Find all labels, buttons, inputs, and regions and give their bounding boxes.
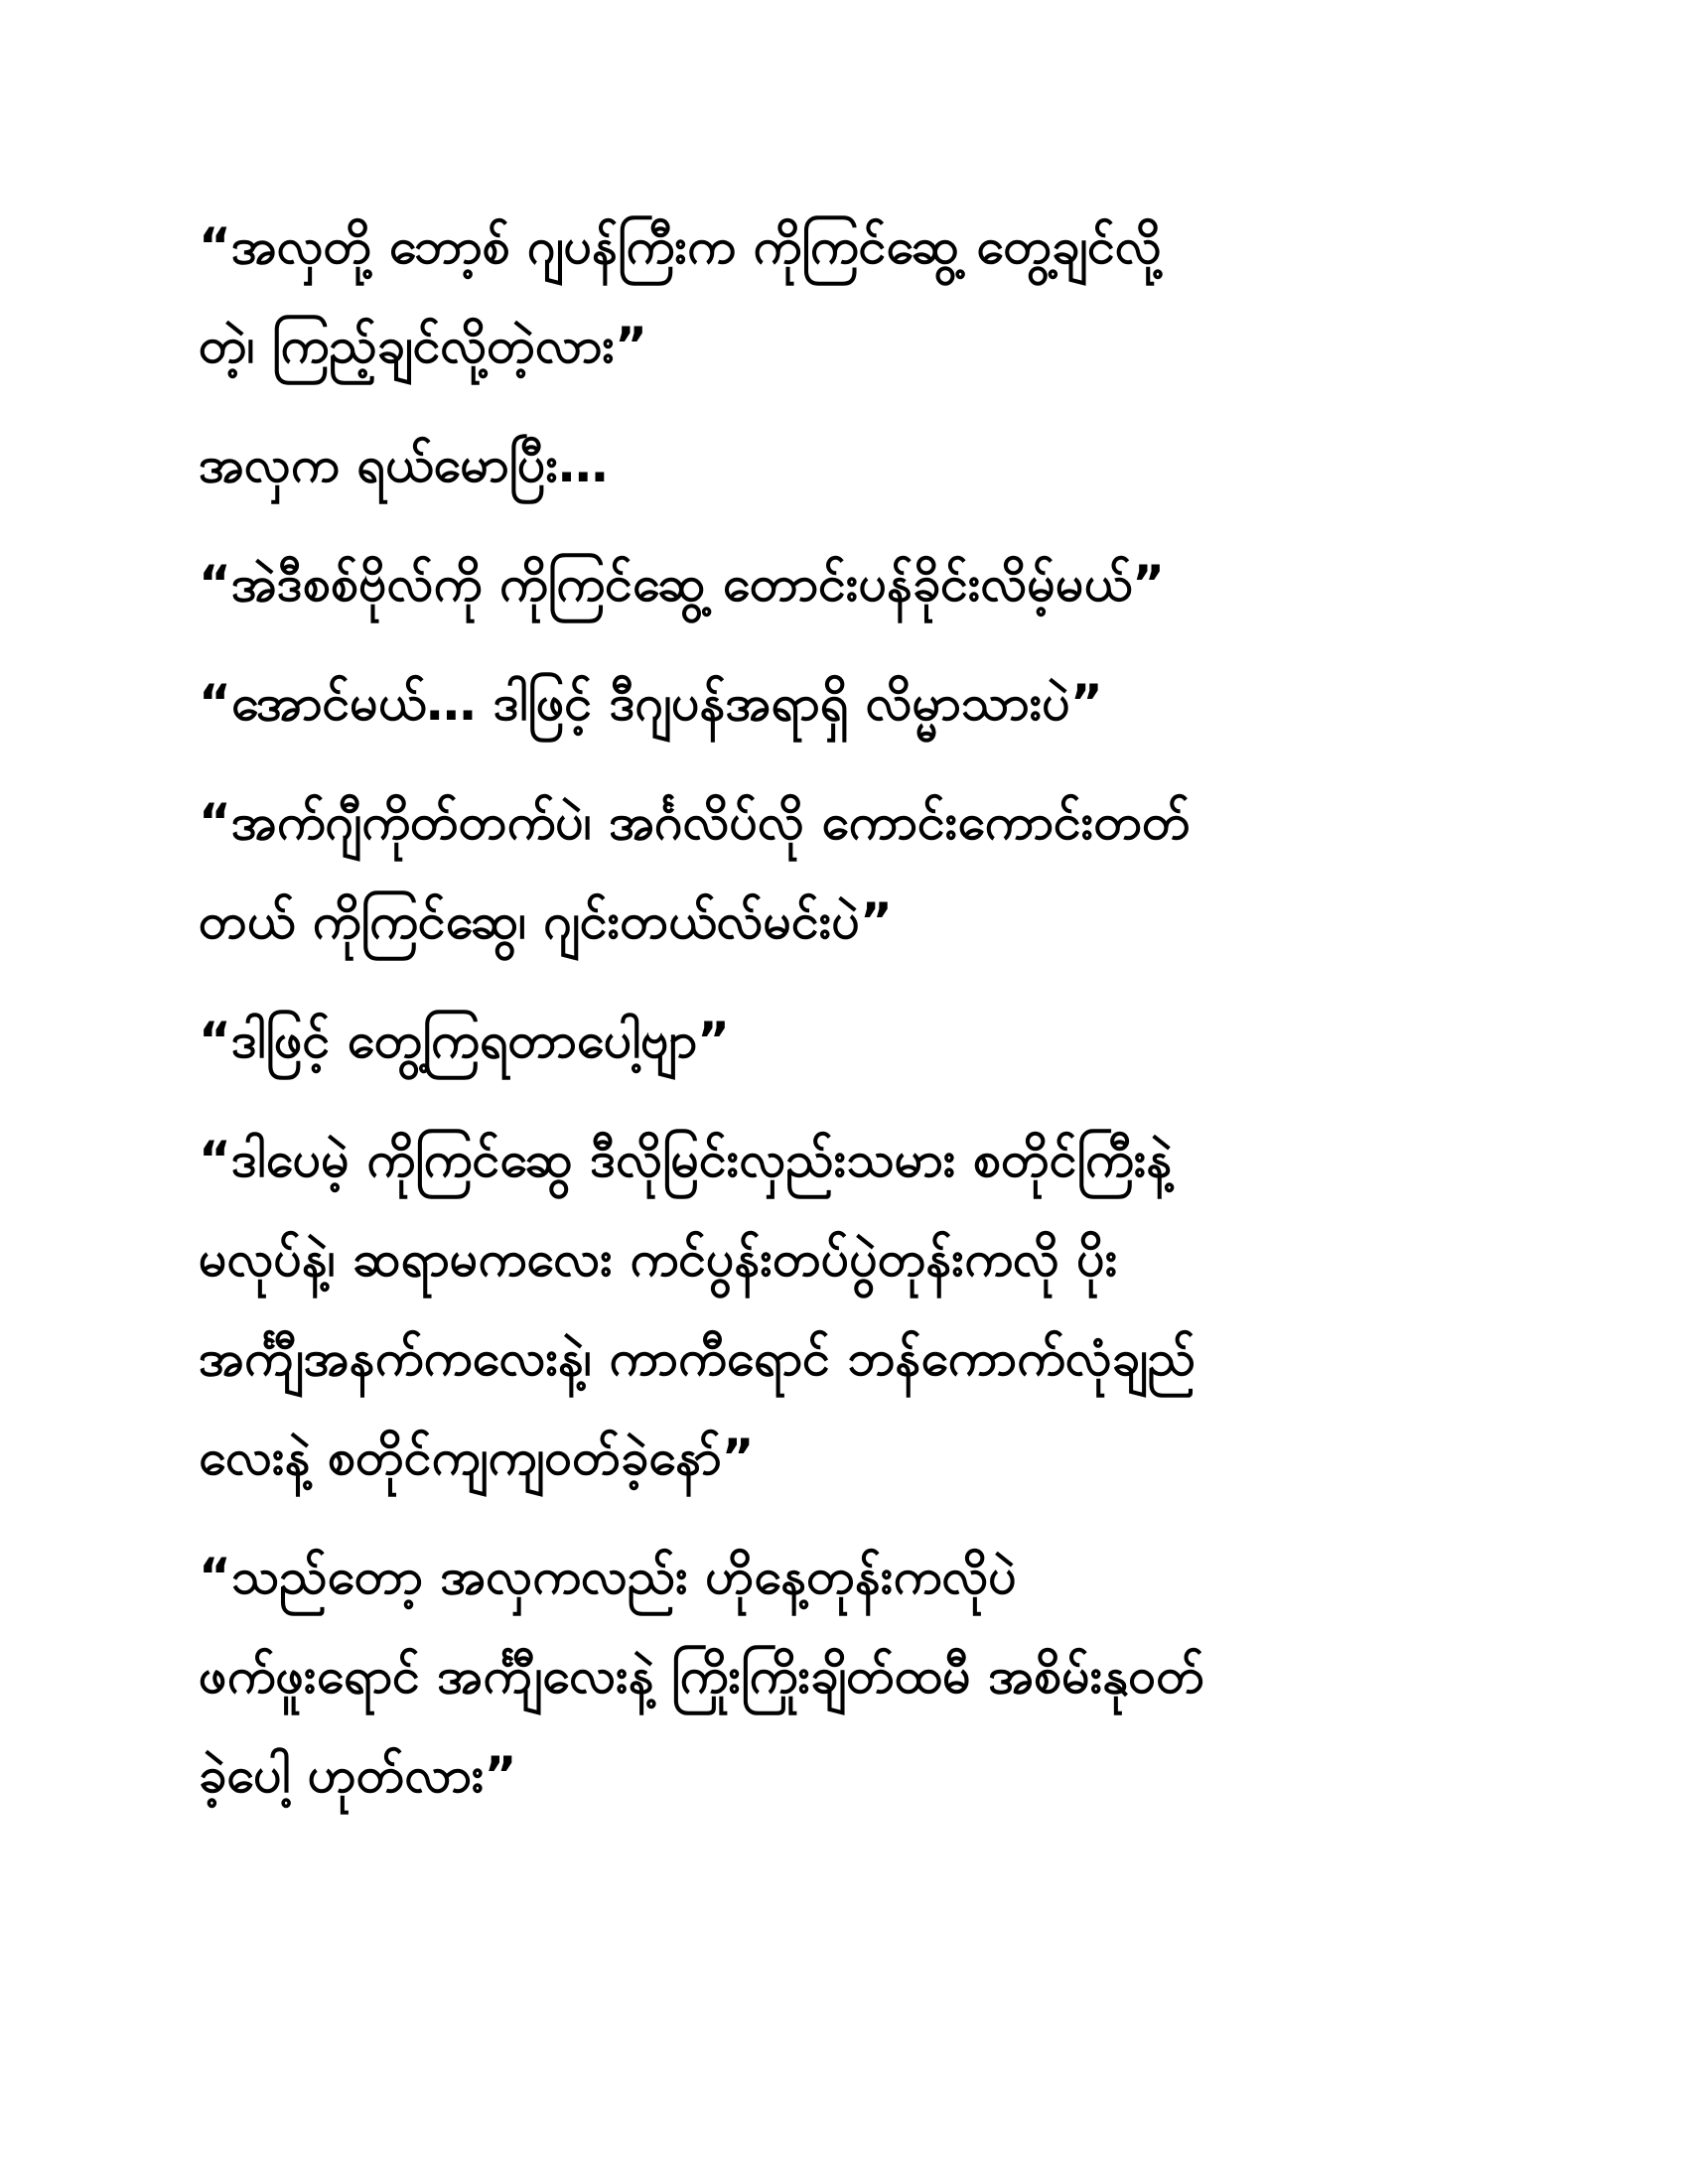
- paragraph-gap: [199, 395, 1489, 415]
- text-line: “ဒါဖြင့် တွေ့ကြရတာပေါ့ဗျာ”: [199, 1012, 730, 1069]
- text-line: “သည်တော့ အလှကလည်း ဟိုနေ့တုန်းကလိုပဲ: [199, 1548, 1017, 1605]
- text-line: လေးနဲ့ စတိုင်ကျကျဝတ်ခဲ့နော်”: [199, 1429, 755, 1486]
- text-line: အင်္ကျီအနက်ကလေးနဲ့၊ ကာကီရောင် ဘန်ကောက်လုံချည်: [199, 1329, 1196, 1387]
- paragraph-gap: [199, 633, 1489, 653]
- text-line: ဖက်ဖူးရောင် အင်္ကျီလေးနဲ့ ကြိုးကြိုးချိတ်ထမီ အစိမ်းနုဝတ်: [199, 1647, 1205, 1705]
- text-line: “ဒါပေမဲ့ ကိုကြင်ဆွေ ဒီလိုမြင်းလှည်းသမား စတိုင်ကြီးနဲ့: [199, 1131, 1173, 1188]
- text-line: တယ် ကိုကြင်ဆွေ၊ ဂျင်းတယ်လ်မင်းပဲ”: [199, 892, 893, 950]
- paragraph-gap: [199, 752, 1489, 772]
- text-line: “အဲဒီစစ်ဗိုလ်ကို ကိုကြင်ဆွေ့ တောင်းပန်ခိုင်းလိမ့်မယ်”: [199, 555, 1165, 613]
- text-line: “အလှတို့ ဘော့စ် ဂျပန်ကြီးက ကိုကြင်ဆွေ့ တွေ့ချင်လို့: [199, 217, 1162, 275]
- paragraph-gap: [199, 1507, 1489, 1527]
- text-line: ခဲ့ပေါ့ ဟုတ်လား”: [199, 1746, 517, 1804]
- text-line: “အောင်မယ်… ဒါဖြင့် ဒီဂျပန်အရာရှိ လိမ္မာသားပဲ”: [199, 674, 1103, 732]
- story-text: [199, 197, 1489, 1825]
- text-line: “အက်ဂျီကိုတ်တက်ပဲ၊ အင်္ဂလိပ်လို ကောင်းကောင်းတတ်: [199, 793, 1191, 851]
- paragraph-gap: [199, 514, 1489, 534]
- text-line: မလုပ်နဲ့၊ ဆရာမကလေး ကင်ပွန်းတပ်ပွဲတုန်းကလို ပိုး: [199, 1230, 1118, 1288]
- paragraph-gap: [199, 1090, 1489, 1110]
- text-line: တဲ့၊ ကြည့်ချင်လို့တဲ့လား”: [199, 317, 647, 374]
- paragraph-gap: [199, 971, 1489, 991]
- text-line: အလှက ရယ်မောပြီး…: [199, 436, 609, 493]
